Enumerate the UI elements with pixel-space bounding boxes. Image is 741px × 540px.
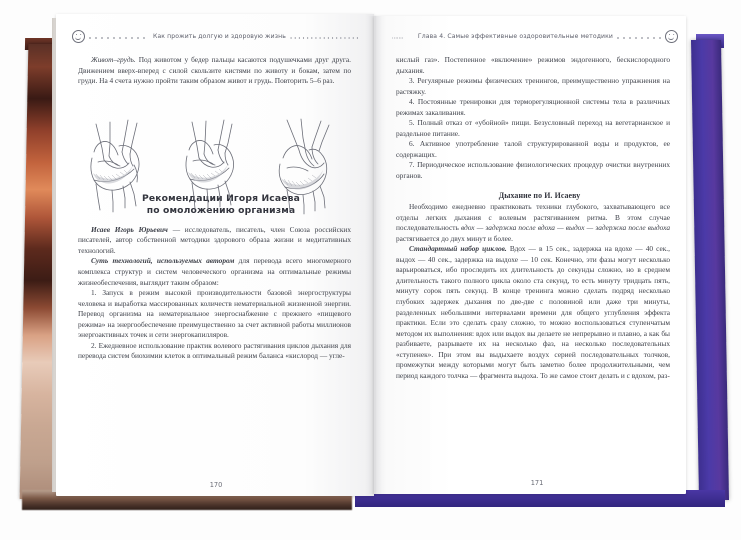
paragraph-zhivot-grud xyxy=(78,55,351,87)
left-page-running-head xyxy=(72,30,358,43)
torso-massage-figure-3 xyxy=(267,118,352,218)
section-title-line-1: Рекомендации Игоря Исаева xyxy=(142,192,300,204)
smiley-face-icon xyxy=(72,30,85,43)
paragraph-body: Необходимо ежедневно практиковать техники глубокого, захватывающего все отделы легких дыхания с волевым растягиванием ритма. В этом случае последовательность xyxy=(396,202,670,233)
left-page-number: 170 xyxy=(209,481,223,489)
right-page-running-head xyxy=(392,30,678,43)
paragraph-body: для перевода всего многомерного комплекса структур и систем человеческого организма на оптимальные режимы жизнеобеспечения, выглядит таким образом: xyxy=(78,256,351,287)
list-item-6: 6. Активное употребление талой структурированной воды и продуктов, ее содержащих. xyxy=(396,139,670,159)
list-item-2: 2. Ежедневное использование практик волевого растягивания циклов дыхания для перевода систем биохимии клеток в оптимальный режим баланса «кислород — угле- xyxy=(78,340,351,361)
paragraph-body: Вдох — в 15 сек., задержка на вдохе — 40 сек., выдох — 40 сек., задержка на выдохе — 10 сек. Конечно, эти фазы могут несколько варьироваться, ибо проследить их длительность до секунды сложно, но в среднем длительность такого полного цикла около ста секунд, то есть минуту тридцать пять, минуту сорок пять секунд. В конце тренинга можно сделать подряд несколько глубоких задержек дыхания по две-две с половиной или даже три минуты, разделенных небольшими интервалами времени для общего углубления эффекта практики. Если это сделать сразу сложно, то можно воспользоваться ступенчатым методом их выполнения: вдох или выдох вы делаете не непрерывно и плавно, а как бы разбиваете, разрываете их на несколько фаз, на несколько последовательных «ступенек». При этом вы выдыхаете воздух серией последовательных толчков, промежутки между которыми могут быть заметно более продолжительными, чем период каждого толчка — фрагмента выдоха. То же самое стоит делать и с вдохом, раз- xyxy=(396,244,670,380)
right-page-text-column xyxy=(396,55,670,381)
paragraph-continuation: кислый газ». Постепенное «включение» режимов эндогенного, бескислородного дыхания. xyxy=(396,55,670,75)
paragraph-standard-cycles xyxy=(396,244,670,381)
person-name: Исаев Игорь Юрьевич xyxy=(91,224,168,234)
list-item-1: 1. Запуск в режим высокой производительности базовой энергоструктуры человека и выработка массированных количеств нематериальной жизненной энергии. Перевод организма на нематериальное энергоснабжение с прежнего «пищевого режима» на энергообеспечение преимущественно за счет активной работы миллионов энергоактивных точек и сети энергокапилляров. xyxy=(78,288,351,340)
torso-massage-figure-2 xyxy=(174,118,259,218)
torso-massage-drawing-1 xyxy=(80,118,165,218)
right-page-number: 171 xyxy=(530,479,544,487)
paragraph-body: — исследователь, писатель, член Союза российских писателей, автор собственной методики здорового образа жизни и медитативных технологий. xyxy=(78,224,351,255)
list-item-7: 7. Периодическое использование физиологических процедур очистки внутренних органов. xyxy=(396,160,670,181)
list-item-3: 3. Регулярные режимы физических тренингов, преимущественно упражнения на растяжку. xyxy=(396,76,670,96)
breath-cycle-italic: вдох — задержка после вдоха — выдох — задержка после выдоха xyxy=(460,223,670,233)
paragraph-isaev-bio xyxy=(78,225,351,257)
paragraph-body: Под животом у бедер пальцы касаются подушечками друг друга. Движением вверх-вперед с силой скользите кистями по животу и бокам, затем по груди. На 4 счета нужно пройти таким образом живот и грудь. Повторить 5–6 раз. xyxy=(78,55,351,86)
smiley-face-icon xyxy=(665,30,678,43)
right-running-head-text: Глава 4. Самые эффективные оздоровительные методики xyxy=(417,33,613,40)
dotted-rule-right-b xyxy=(616,33,662,41)
dotted-rule-right-a xyxy=(392,33,403,41)
torso-massage-drawing-2 xyxy=(174,118,259,218)
torso-massage-figure-1 xyxy=(80,118,165,218)
torso-massage-drawing-3 xyxy=(267,118,352,218)
illustration-row xyxy=(80,118,352,218)
lead-in-italic: Живот–грудь. xyxy=(91,55,136,64)
dotted-rule-left-a xyxy=(88,33,150,41)
book-cover-right-edge xyxy=(691,40,729,500)
shading-patch xyxy=(281,170,323,190)
left-running-head-text: Как прожить долгую и здоровую жизнь xyxy=(153,33,286,40)
list-item-4: 4. Постоянные тренировки для терморегуляционной системы тела в различных режимах закаливания. xyxy=(396,97,670,117)
shading-patch xyxy=(93,165,133,184)
lead-in-bold-italic: Суть технологий, используемых автором xyxy=(91,256,235,266)
paragraph-body: растягивается до двух минут и более. xyxy=(396,233,513,243)
paragraph-breathing-intro xyxy=(396,202,670,244)
paragraph-sut-tehnologiy xyxy=(78,256,351,288)
dotted-rule-left-b xyxy=(289,33,358,41)
list-item-5: 5. Полный отказ от «убойной» пищи. Безусловный переход на вегетарианское и раздельное питание. xyxy=(396,118,670,138)
section-title-line-2: по омоложению организма xyxy=(146,205,296,217)
sub-heading-breathing: Дыхание по И. Исаеву xyxy=(498,190,581,200)
lead-in-bold-italic: Стандартный набор циклов. xyxy=(409,244,507,254)
